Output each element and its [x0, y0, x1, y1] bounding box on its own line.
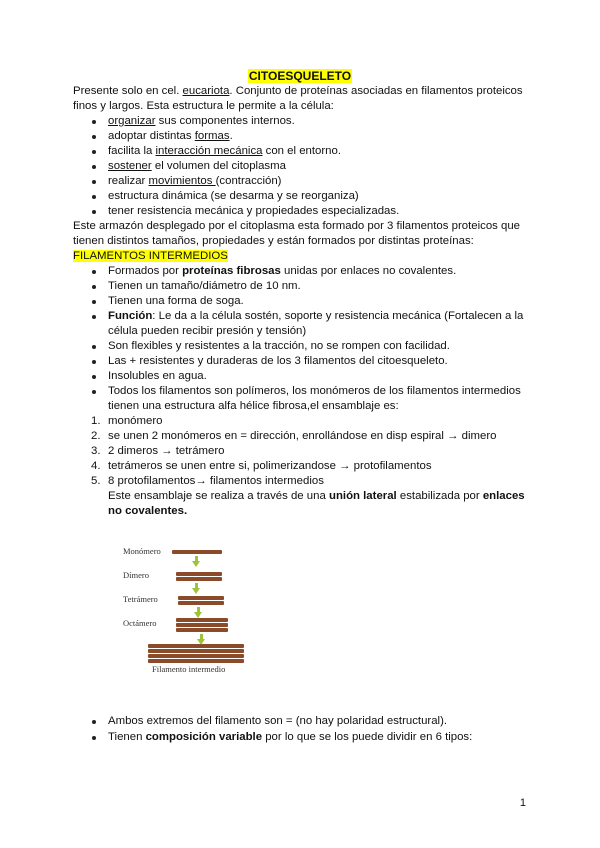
step-text: monómero: [108, 415, 163, 427]
function-item: realizar movimientos (contracción): [108, 175, 282, 187]
page-number: 1: [519, 797, 526, 809]
armazon-line-2: tienen distintos tamaños, propiedades y están formados por distintas proteínas:: [73, 235, 474, 247]
bullet-dot: [92, 375, 96, 379]
ensamblaje-line-1: Este ensamblaje se realiza a través de una unión lateral estabilizada por enlaces: [108, 490, 525, 502]
octamer-rod: [176, 618, 228, 622]
fi-bullet: Son flexibles y resistentes a la tracción, no se rompen con facilidad.: [108, 340, 450, 352]
fi-bullet: Todos los filamentos son polímeros, los monómeros de los filamentos intermedios: [108, 385, 521, 397]
section-heading: FILAMENTOS INTERMEDIOS: [73, 250, 228, 262]
monomer-rod: [172, 550, 222, 554]
bullet-dot: [92, 300, 96, 304]
filament-assembly-figure: [118, 544, 268, 679]
tetramer-rod: [178, 596, 224, 600]
dimer-rod: [176, 577, 222, 581]
armazon-line-1: Este armazón desplegado por el citoplasma esta formado por 3 filamentos proteicos que: [73, 220, 521, 232]
function-item: estructura dinámica (se desarma y se reorganiza): [108, 190, 359, 202]
step-number: 1.: [91, 415, 101, 427]
bullet-dot: [92, 180, 96, 184]
octamer-label: Octámero: [123, 618, 157, 628]
bullet-dot: [92, 195, 96, 199]
bullet-dot: [92, 270, 96, 274]
bullet-dot: [92, 736, 96, 740]
bullet-dot: [92, 345, 96, 349]
page-title: CITOESQUELETO: [248, 69, 352, 83]
fi-bullet: Insolubles en agua.: [108, 370, 207, 382]
filament-label: Filamento intermedio: [152, 664, 226, 674]
bullet-dot: [92, 165, 96, 169]
tetramer-label: Tetrámero: [123, 594, 158, 604]
function-item: organizar sus componentes internos.: [108, 115, 295, 127]
final-bullet: Ambos extremos del filamento son = (no hay polaridad estructural).: [108, 715, 448, 727]
bullet-dot: [92, 360, 96, 364]
fi-bullet-continuation: célula pueden recibir presión y tensión): [108, 325, 307, 337]
bullet-dot: [92, 210, 96, 214]
bullet-dot: [92, 315, 96, 319]
dimer-rod: [176, 572, 222, 576]
filament-rod: [148, 659, 244, 663]
dimer-label: Dímero: [123, 570, 149, 580]
bullet-dot: [92, 285, 96, 289]
step-text: tetrámeros se unen entre si, polimerizandose → protofilamentos: [108, 460, 432, 472]
fi-bullet-continuation: tienen una estructura alfa hélice fibrosa,el ensamblaje es:: [108, 400, 399, 412]
ensamblaje-line-2: no covalentes.: [108, 505, 188, 517]
down-arrow-icon: [192, 588, 200, 594]
fi-bullet: Formados por proteínas fibrosas unidas por enlaces no covalentes.: [108, 265, 457, 277]
function-item: sostener el volumen del citoplasma: [108, 160, 286, 172]
step-number: 2.: [91, 430, 101, 442]
final-bullet: Tienen composición variable por lo que se los puede dividir en 6 tipos:: [108, 731, 473, 743]
function-item: tener resistencia mecánica y propiedades especializadas.: [108, 205, 400, 217]
down-arrow-icon: [192, 561, 200, 567]
bullet-dot: [92, 720, 96, 724]
step-text: 8 protofilamentos→ filamentos intermedios: [108, 475, 324, 487]
bullet-dot: [92, 390, 96, 394]
bullet-dot: [92, 120, 96, 124]
intro-line-2: finos y largos. Esta estructura le permite a la célula:: [73, 100, 334, 112]
step-text: se unen 2 monómeros en = dirección, enrollándose en disp espiral → dimero: [108, 430, 497, 442]
step-text: 2 dimeros → tetrámero: [108, 445, 225, 457]
monomer-label: Monómero: [123, 546, 161, 556]
fi-bullet: Tienen una forma de soga.: [108, 295, 244, 307]
step-number: 4.: [91, 460, 101, 472]
step-number: 5.: [91, 475, 101, 487]
fi-bullet: Tienen un tamaño/diámetro de 10 nm.: [108, 280, 301, 292]
bullet-dot: [92, 150, 96, 154]
intro-line-1: Presente solo en cel. eucariota. Conjunto de proteínas asociadas en filamentos proteicos: [73, 85, 523, 97]
bullet-dot: [92, 135, 96, 139]
step-number: 3.: [91, 445, 101, 457]
octamer-rod: [176, 628, 228, 632]
function-item: adoptar distintas formas.: [108, 130, 233, 142]
filament-rod: [148, 649, 244, 653]
tetramer-rod: [178, 601, 224, 605]
fi-bullet: Función: Le da a la célula sostén, soporte y resistencia mecánica (Fortalecen a la: [108, 310, 524, 322]
octamer-rod: [176, 623, 228, 627]
function-item: facilita la interacción mecánica con el entorno.: [108, 145, 342, 157]
fi-bullet: Las + resistentes y duraderas de los 3 filamentos del citoesqueleto.: [108, 355, 448, 367]
filament-rod: [148, 644, 244, 648]
filament-rod: [148, 654, 244, 658]
